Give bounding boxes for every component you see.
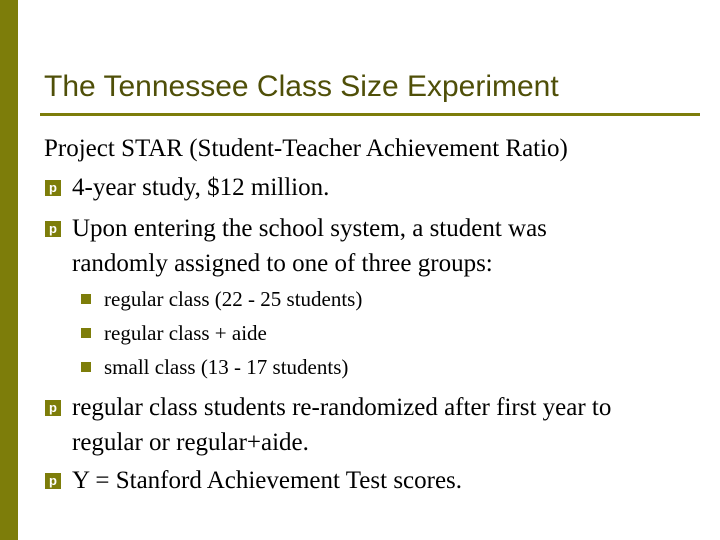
title-underline — [40, 113, 700, 116]
square-bullet-icon — [81, 362, 91, 372]
square-p-bullet-icon: p — [45, 221, 61, 237]
bullet-2-text-line1: Upon entering the school system, a student was — [72, 215, 547, 242]
square-bullet-icon — [81, 328, 91, 338]
square-p-bullet-icon: p — [45, 400, 61, 416]
intro-line: Project STAR (Student-Teacher Achievement Ratio) — [44, 135, 568, 162]
sub-bullet-3-text: small class (13 - 17 students) — [104, 355, 349, 379]
bullet-4-text: Y = Stanford Achievement Test scores. — [72, 467, 463, 494]
slide-title: The Tennessee Class Size Experiment — [44, 70, 559, 103]
sub-bullet-2-text: regular class + aide — [104, 321, 267, 345]
sub-bullet-1-text: regular class (22 - 25 students) — [104, 287, 363, 311]
square-p-bullet-icon: p — [45, 180, 61, 196]
bullet-3-text-line1: regular class students re-randomized after first year to — [72, 394, 612, 421]
bullet-1-text: 4-year study, $12 million. — [72, 174, 330, 201]
bullet-2-text-line2: randomly assigned to one of three groups: — [72, 250, 493, 277]
bullet-3-text-line2: regular or regular+aide. — [72, 429, 309, 456]
left-accent-bar — [0, 0, 18, 540]
square-bullet-icon — [81, 294, 91, 304]
square-p-bullet-icon: p — [45, 473, 61, 489]
